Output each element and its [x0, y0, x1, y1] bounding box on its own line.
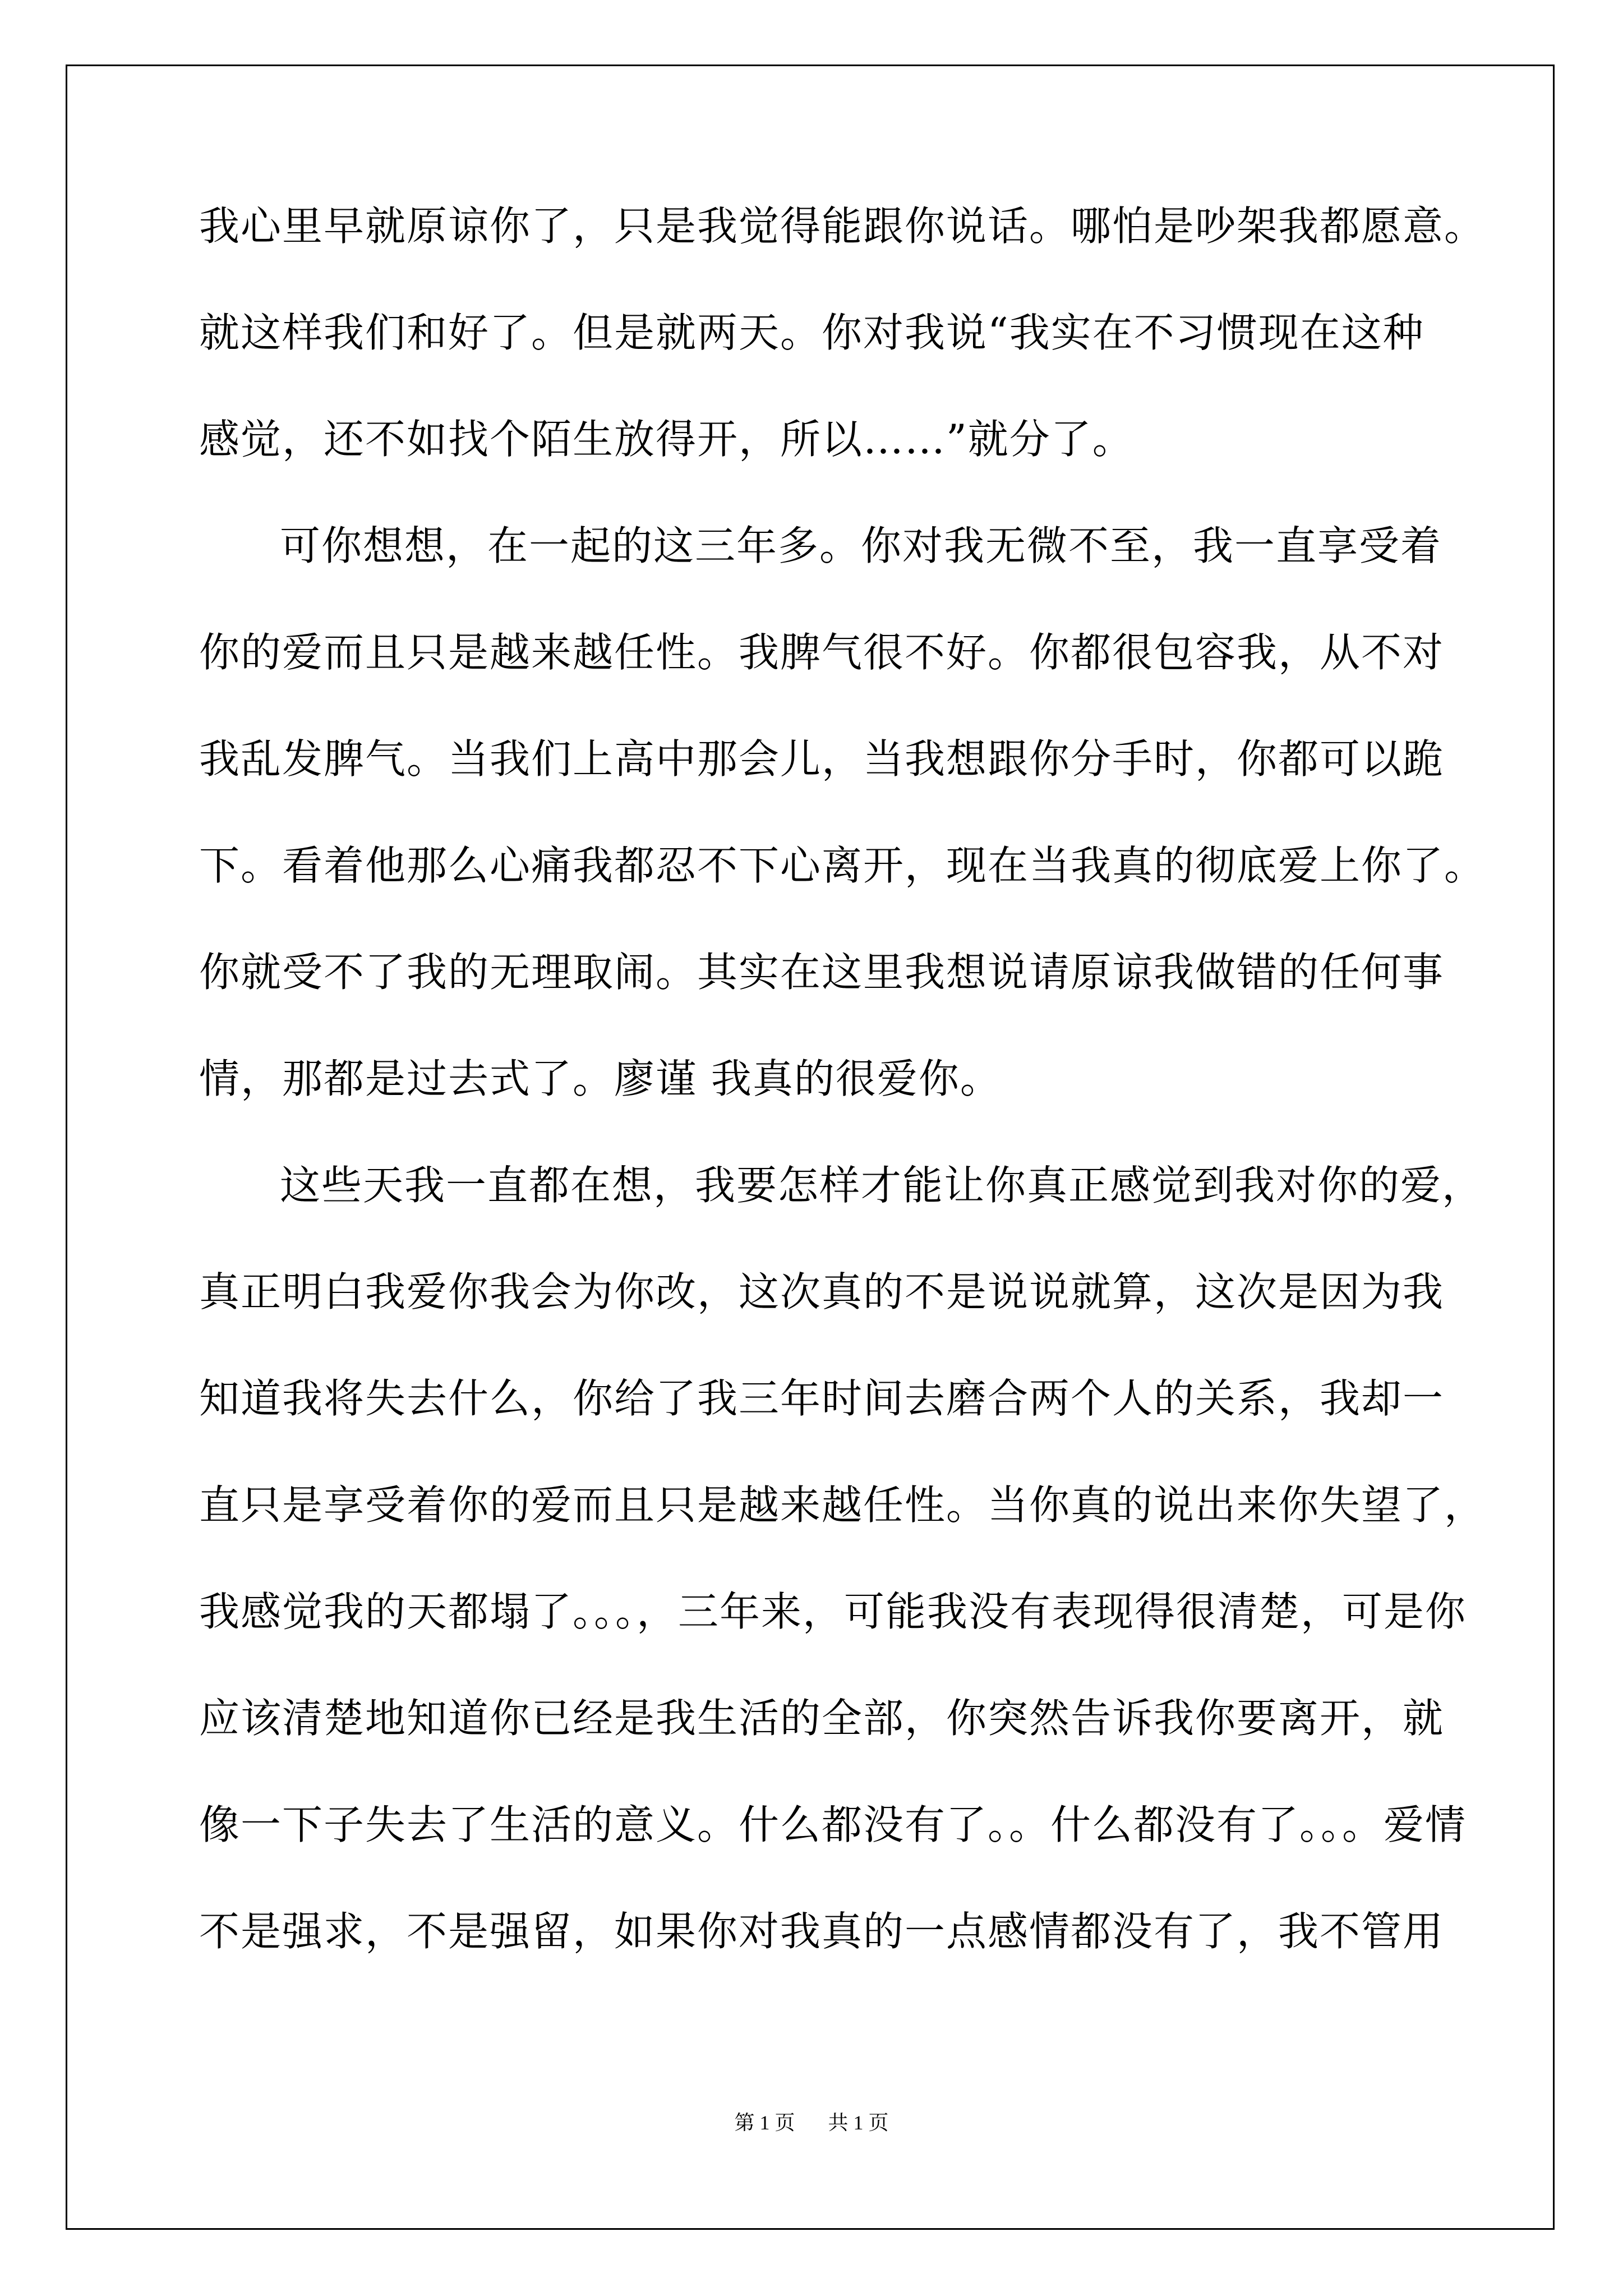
text-line: 我乱发脾气。当我们上高中那会儿，当我想跟你分手时，你都可以跪: [199, 735, 1445, 783]
text-line: 像一下子失去了生活的意义。什么都没有了。。什么都没有了。。。爱情: [199, 1801, 1467, 1848]
text-line: 感觉，还不如找个陌生放得开，所以……”就分了。: [199, 416, 1134, 463]
text-line: 就这样我们和好了。但是就两天。你对我说“我实在不习惯现在这种: [199, 309, 1424, 356]
text-line: 你就受不了我的无理取闹。其实在这里我想说请原谅我做错的任何事: [199, 949, 1445, 996]
page-number-total: 共 1 页: [828, 2111, 889, 2134]
text-line: 情，那都是过去式了。廖谨 我真的很爱你。: [199, 1055, 1002, 1102]
text-line: 应该清楚地知道你已经是我生活的全部，你突然告诉我你要离开，就: [199, 1695, 1445, 1742]
page-number-current: 第 1 页: [734, 2111, 795, 2134]
text-line: 下。看着他那么心痛我都忍不下心离开，现在当我真的彻底爱上你了。: [199, 842, 1486, 889]
text-line: 这些天我一直都在想，我要怎样才能让你真正感觉到我对你的爱，: [280, 1162, 1484, 1209]
text-line: 我心里早就原谅你了，只是我觉得能跟你说话。哪怕是吵架我都愿意。: [199, 203, 1486, 250]
text-line: 不是强求，不是强留，如果你对我真的一点感情都没有了，我不管用: [199, 1908, 1445, 1955]
text-line: 知道我将失去什么，你给了我三年时间去磨合两个人的关系，我却一: [199, 1375, 1445, 1422]
text-line: 我感觉我的天都塌了。。。，三年来，可能我没有表现得很清楚，可是你: [199, 1588, 1467, 1635]
text-line: 直只是享受着你的爱而且只是越来越任性。当你真的说出来你失望了，: [199, 1481, 1486, 1529]
text-line: 真正明白我爱你我会为你改，这次真的不是说说就算，这次是因为我: [199, 1268, 1445, 1315]
text-line: 可你想想，在一起的这三年多。你对我无微不至，我一直享受着: [280, 522, 1442, 569]
page-footer: [0, 2109, 1623, 2136]
text-line: 你的爱而且只是越来越任性。我脾气很不好。你都很包容我，从不对: [199, 629, 1445, 676]
